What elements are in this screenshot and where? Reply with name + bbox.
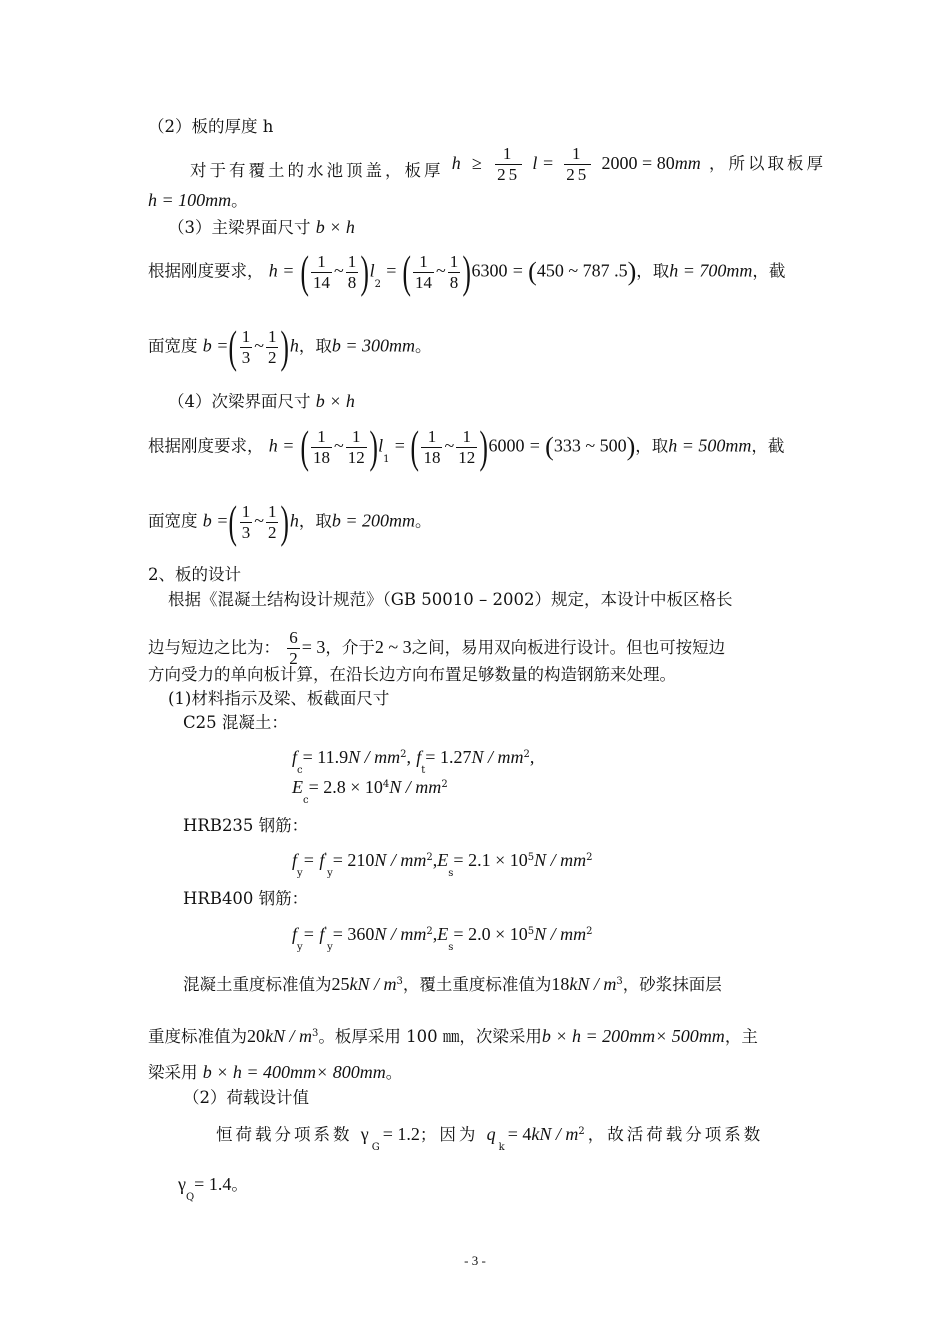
section-heading-slab-thickness: （2）板的厚度 h xyxy=(148,117,274,136)
fraction: $\frac{1}{25}$ xyxy=(566,144,590,184)
text: ，所以取板厚 xyxy=(708,154,826,173)
hrb400-formula: $f_y= f'_y= 360N / mm^2,E_s= 2.0 \times 10^5N / mm^2$ xyxy=(292,924,593,953)
material-c25-label: C25 混凝土： xyxy=(183,713,288,732)
slab-thickness-paragraph xyxy=(190,144,826,185)
section-heading-slab-design: 2、板的设计 xyxy=(148,565,241,584)
density-line-2: 重度标准值为$20kN / m^3$。板厚采用 100 ㎜，次梁采用b × h = 200mm× 500mm，主 xyxy=(148,1026,758,1046)
material-hrb400-label: HRB400 钢筋： xyxy=(183,889,309,908)
live-load-factor-line: $\gamma_Q= 1.4$。 xyxy=(178,1174,248,1203)
ratio-line: 边与短边之比为： $\frac{6}{2}$ = 3，介于2 ~ 3之间，易用双向板进行设计。但也可按短边 xyxy=(148,628,726,668)
main-beam-width-formula: 面宽度 b =( $\frac{1}{3}$ ~ $\frac{1}{2}$ )h，取b = 300mm。 xyxy=(148,321,432,372)
equation-value: 2000 = 80 xyxy=(601,153,675,173)
secondary-beam-height-formula: 根据刚度要求， h = ( $\frac{1}{18}$ ~ $\frac{1}{12}$ )$l_1$ = ( $\frac{1}{18}$ ~ $\frac{1}{12}$ )6000 = (333 ~ 500)，取h = 500mm，截 xyxy=(148,421,785,472)
ge-sign: ≥ xyxy=(472,153,485,173)
section-heading-secondary-beam: （4）次梁界面尺寸 b × h xyxy=(168,391,355,411)
density-line-1: 混凝土重度标准值为$25kN / m^3$，覆土重度标准值为$18kN / m^3$，砂浆抹面层 xyxy=(183,974,722,994)
page-number: - 3 - xyxy=(464,1253,486,1268)
section-heading-main-beam: （3）主梁界面尺寸 b × h xyxy=(168,217,355,237)
subsection-heading-loads: （2）荷载设计值 xyxy=(183,1088,309,1107)
hrb235-formula: $f_y= f'_y= 210N / mm^2,E_s= 2.1 \times 10^5N / mm^2$ xyxy=(292,850,593,879)
c25-strength-formula: $f_c= 11.9N / mm^2$, $f_t= 1.27N / mm^2$, xyxy=(292,747,535,776)
load-factor-line: 恒荷载分项系数 $\gamma_G= 1.2$；因为 $q_k= 4kN / m^2$，故活荷载分项系数 xyxy=(216,1124,764,1153)
slab-thickness-result: h = 100mm。 xyxy=(148,190,248,210)
var-l: l = xyxy=(532,153,555,173)
secondary-beam-width-formula: 面宽度 b =( $\frac{1}{3}$ ~ $\frac{1}{2}$ )h，取b = 200mm。 xyxy=(148,496,432,547)
main-beam-size-line: 梁采用 b × h = 400mm× 800mm。 xyxy=(148,1062,403,1082)
var-h: h xyxy=(451,153,464,173)
subsection-heading-materials: (1)材料指示及梁、板截面尺寸 xyxy=(168,689,390,708)
paragraph-line: 根据《混凝土结构设计规范》（GB 50010 – 2002）规定，本设计中板区格长 xyxy=(168,590,733,609)
c25-modulus-formula: $E_c= 2.8 \times 10^4N / mm^2$ xyxy=(292,777,448,806)
unit: mm xyxy=(674,153,701,173)
material-hrb235-label: HRB235 钢筋： xyxy=(183,816,309,835)
text: 对于有覆土的水池顶盖，板厚 xyxy=(190,161,444,180)
main-beam-height-formula: 根据刚度要求， h = ( $\frac{1}{14}$ ~ $\frac{1}{8}$ )$l_2$ = ( $\frac{1}{14}$ ~ $\frac{1}{8}$ )6300 = (450 ~ 787 .5)，取h = 700mm，截 xyxy=(148,246,786,297)
paragraph-line: 方向受力的单向板计算，在沿长边方向布置足够数量的构造钢筋来处理。 xyxy=(148,665,676,684)
fraction: $\frac{1}{25}$ xyxy=(497,144,521,184)
